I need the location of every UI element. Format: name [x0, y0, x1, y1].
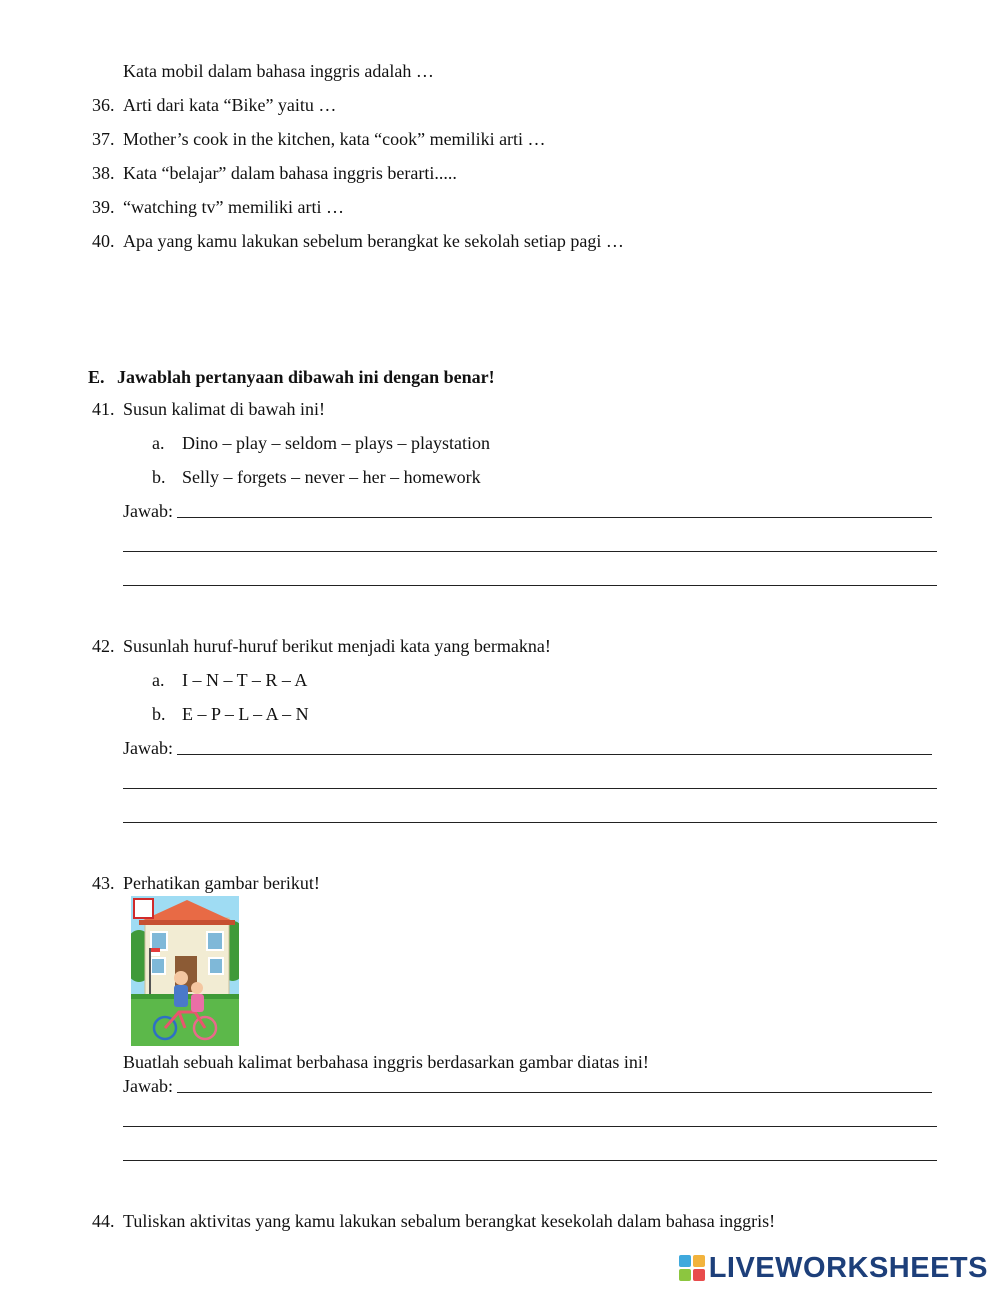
question-41 — [92, 398, 325, 420]
question-number: 41. — [92, 399, 115, 419]
q42-answer-line-2[interactable] — [123, 788, 937, 789]
question-text: Tuliskan aktivitas yang kamu lakukan sebalum berangkat kesekolah dalam bahasa inggris! — [123, 1211, 776, 1231]
q41-answer-line-3[interactable] — [123, 585, 937, 586]
q42-answer-line-1[interactable] — [177, 754, 932, 755]
question-44 — [92, 1210, 775, 1232]
item-letter: b. — [152, 704, 166, 724]
question-text: “watching tv” memiliki arti … — [123, 197, 344, 217]
question-35-continuation: Kata mobil dalam bahasa inggris adalah … — [123, 61, 434, 81]
q41-answer-line-1[interactable] — [177, 517, 932, 518]
logo-text: LIVEWORKSHEETS — [708, 1251, 988, 1284]
question-number: 44. — [92, 1211, 115, 1231]
question-number: 37. — [92, 129, 115, 149]
item-text: Dino – play – seldom – plays – playstation — [182, 433, 490, 453]
question-text: Arti dari kata “Bike” yaitu … — [123, 95, 337, 115]
item-text: Selly – forgets – never – her – homework — [182, 467, 481, 487]
question-number: 40. — [92, 231, 115, 251]
q41-item-a — [152, 432, 490, 454]
question-40 — [92, 230, 624, 252]
question-36 — [92, 94, 336, 116]
q43-answer-line-3[interactable] — [123, 1160, 937, 1161]
q43-answer-line-1[interactable] — [177, 1092, 932, 1093]
liveworksheets-logo — [679, 1252, 988, 1284]
question-37 — [92, 128, 546, 150]
question-number: 42. — [92, 636, 115, 656]
q42-item-a — [152, 669, 307, 691]
item-text: E – P – L – A – N — [182, 704, 309, 724]
q41-answer-line-2[interactable] — [123, 551, 937, 552]
question-text: Perhatikan gambar berikut! — [123, 873, 320, 893]
q43-answer-line-2[interactable] — [123, 1126, 937, 1127]
q43-instruction: Buatlah sebuah kalimat berbahasa inggris berdasarkan gambar diatas ini! — [123, 1052, 649, 1072]
question-number: 38. — [92, 163, 115, 183]
question-text: Susunlah huruf-huruf berikut menjadi kata yang bermakna! — [123, 636, 551, 656]
question-number: 39. — [92, 197, 115, 217]
question-38 — [92, 162, 457, 184]
question-text: Kata “belajar” dalam bahasa inggris berarti..... — [123, 163, 457, 183]
question-42 — [92, 635, 551, 657]
item-letter: a. — [152, 433, 165, 453]
q42-answer-label: Jawab: — [123, 738, 173, 758]
section-letter: E. — [88, 367, 105, 387]
question-text: Apa yang kamu lakukan sebelum berangkat ke sekolah setiap pagi … — [123, 231, 624, 251]
q41-item-b — [152, 466, 481, 488]
question-text: Mother’s cook in the kitchen, kata “cook” memiliki arti … — [123, 129, 546, 149]
liveworksheets-logo-icon — [679, 1255, 705, 1281]
question-number: 43. — [92, 873, 115, 893]
item-letter: a. — [152, 670, 165, 690]
question-39 — [92, 196, 344, 218]
section-title: Jawablah pertanyaan dibawah ini dengan benar! — [117, 367, 495, 387]
q42-item-b — [152, 703, 309, 725]
house-bicycle-illustration — [131, 896, 239, 1046]
question-43 — [92, 872, 320, 894]
question-text: Susun kalimat di bawah ini! — [123, 399, 325, 419]
item-text: I – N – T – R – A — [182, 670, 308, 690]
q41-answer-label: Jawab: — [123, 501, 173, 521]
q43-answer-label: Jawab: — [123, 1076, 173, 1096]
item-letter: b. — [152, 467, 166, 487]
q42-answer-line-3[interactable] — [123, 822, 937, 823]
question-number: 36. — [92, 95, 115, 115]
section-e-heading — [88, 366, 495, 388]
